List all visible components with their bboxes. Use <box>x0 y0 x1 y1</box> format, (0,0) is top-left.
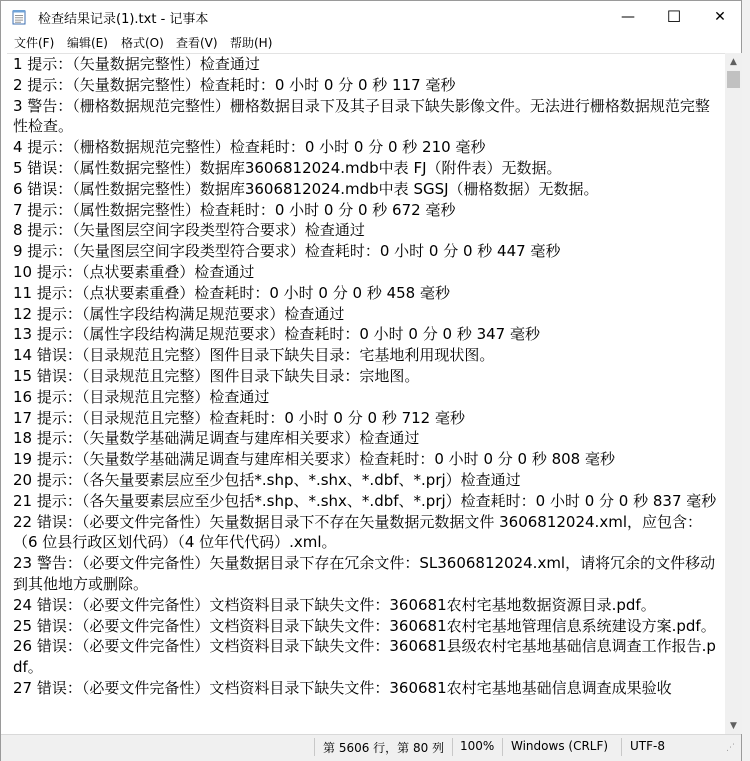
text-line: 16 提示：（目录规范且完整）检查通过 <box>13 387 270 406</box>
text-line: 11 提示：（点状要素重叠）检查耗时：0 小时 0 分 0 秒 458 毫秒 <box>13 283 450 302</box>
status-divider <box>502 738 503 756</box>
text-editor-area[interactable] <box>7 53 725 735</box>
resize-grip-icon[interactable]: ⋰ <box>726 743 735 753</box>
zoom-level: 100% <box>460 739 495 753</box>
text-line: 3 警告：（栅格数据规范完整性）栅格数据目录下及其子目录下缺失影像文件。无法进行栅格数据规范完整性检查。 <box>13 96 710 136</box>
notepad-icon <box>12 9 26 25</box>
text-content[interactable] <box>13 54 717 699</box>
maximize-icon: ☐ <box>666 7 682 26</box>
scroll-up-arrow-icon[interactable]: ▲ <box>730 56 737 67</box>
status-divider <box>621 738 622 756</box>
maximize-button[interactable] <box>651 1 697 32</box>
menu-view[interactable]: 查看(V) <box>176 36 218 50</box>
menu-help[interactable]: 帮助(H) <box>230 36 273 50</box>
menu-edit[interactable]: 编辑(E) <box>67 36 108 50</box>
text-line: 9 提示：（矢量图层空间字段类型符合要求）检查耗时：0 小时 0 分 0 秒 447 毫秒 <box>13 242 561 261</box>
text-line: 25 错误：（必要文件完备性）文档资料目录下缺失文件：360681农村宅基地管理信息系统建设方案.pdf。 <box>13 616 716 635</box>
text-line: 7 提示：（属性数据完整性）检查耗时：0 小时 0 分 0 秒 672 毫秒 <box>13 200 456 219</box>
status-divider <box>452 738 453 756</box>
close-icon: ✕ <box>714 8 726 25</box>
text-line: 23 警告：（必要文件完备性）矢量数据目录下存在冗余文件：SL3606812024.xml，请将冗余的文件移动到其他地方或删除。 <box>13 554 716 593</box>
close-button[interactable] <box>697 1 743 32</box>
text-line: 4 提示：（栅格数据规范完整性）检查耗时：0 小时 0 分 0 秒 210 毫秒 <box>13 138 486 157</box>
text-line: 2 提示：（矢量数据完整性）检查耗时：0 小时 0 分 0 秒 117 毫秒 <box>13 75 456 94</box>
text-line: 26 错误：（必要文件完备性）文档资料目录下缺失文件：360681县级农村宅基地基础信息调查工作报告.pdf。 <box>13 637 716 677</box>
text-line: 1 提示：（矢量数据完整性）检查通过 <box>13 55 260 73</box>
status-divider <box>314 738 315 756</box>
minimize-icon: — <box>621 8 635 25</box>
text-line: 17 提示：（目录规范且完整）检查耗时：0 小时 0 分 0 秒 712 毫秒 <box>13 408 465 427</box>
text-line: 13 提示：（属性字段结构满足规范要求）检查耗时：0 小时 0 分 0 秒 347 毫秒 <box>13 325 540 344</box>
scroll-down-arrow-icon[interactable]: ▼ <box>730 720 737 731</box>
text-line: 8 提示：（矢量图层空间字段类型符合要求）检查通过 <box>13 221 365 240</box>
text-line: 14 错误：（目录规范且完整）图件目录下缺失目录：宅基地利用现状图。 <box>13 346 495 365</box>
menu-file[interactable]: 文件(F) <box>14 36 55 50</box>
status-bar <box>1 734 741 761</box>
text-line: 21 提示：（各矢量要素层应至少包括*.shp、*.shx、*.dbf、*.prj）检查耗时：0 小时 0 分 0 秒 837 毫秒 <box>13 491 717 510</box>
text-line: 10 提示：（点状要素重叠）检查通过 <box>13 262 255 281</box>
scrollbar-thumb[interactable] <box>727 71 740 88</box>
text-line: 27 错误：（必要文件完备性）文档资料目录下缺失文件：360681农村宅基地基础信息调查成果验收 <box>13 678 672 697</box>
menu-bar <box>1 32 741 52</box>
minimize-button[interactable] <box>605 1 651 32</box>
text-line: 18 提示：（矢量数学基础满足调查与建库相关要求）检查通过 <box>13 429 420 448</box>
text-line: 12 提示：（属性字段结构满足规范要求）检查通过 <box>13 304 345 323</box>
encoding: UTF-8 <box>630 739 665 753</box>
menu-format[interactable]: 格式(O) <box>121 36 164 50</box>
text-line: 5 错误：（属性数据完整性）数据库3606812024.mdb中表 FJ（附件表）无数据。 <box>13 158 562 177</box>
background-app-right-edge <box>742 0 750 761</box>
text-line: 24 错误：（必要文件完备性）文档资料目录下缺失文件：360681农村宅基地数据资源目录.pdf。 <box>13 595 656 614</box>
text-line: 20 提示：（各矢量要素层应至少包括*.shp、*.shx、*.dbf、*.prj）检查通过 <box>13 470 521 489</box>
vertical-scrollbar[interactable] <box>725 53 742 734</box>
cursor-position: 第 5606 行，第 80 列 <box>323 741 445 755</box>
text-line: 15 错误：（目录规范且完整）图件目录下缺失目录：宗地图。 <box>13 366 420 385</box>
line-ending: Windows (CRLF) <box>511 739 609 753</box>
text-line: 19 提示：（矢量数学基础满足调查与建库相关要求）检查耗时：0 小时 0 分 0 秒 808 毫秒 <box>13 450 615 469</box>
text-line: 22 错误：（必要文件完备性）矢量数据目录下不存在矢量数据元数据文件 3606812024.xml，应包含：（6 位县行政区划代码）（4 位年代代码）.xml。 <box>13 512 702 552</box>
title-bar[interactable] <box>1 1 741 32</box>
window-title: 检查结果记录(1).txt - 记事本 <box>38 12 209 27</box>
text-line: 6 错误：（属性数据完整性）数据库3606812024.mdb中表 SGSJ（栅格数据）无数据。 <box>13 179 599 198</box>
